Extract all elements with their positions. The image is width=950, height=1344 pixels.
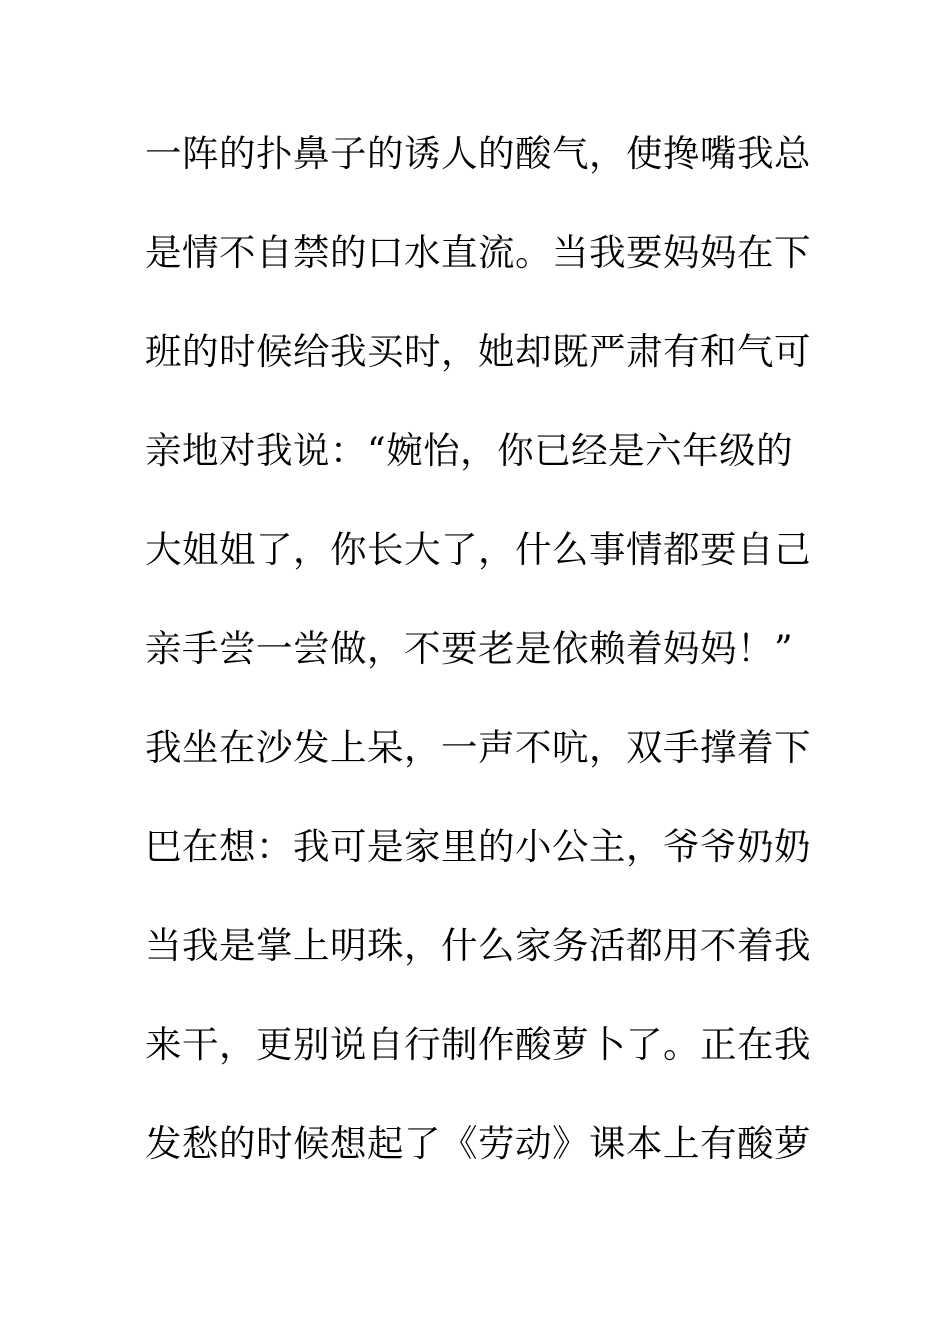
text-line: 班的时候给我买时，她却既严肃有和气可 xyxy=(145,330,811,373)
text-line: 来干，更别说自行制作酸萝卜了。正在我 xyxy=(145,1023,811,1066)
text-line: 亲地对我说：“婉怡，你已经是六年级的 xyxy=(145,429,794,472)
text-line: 大姐姐了，你长大了，什么事情都要自己 xyxy=(145,528,811,571)
text-line: 亲手尝一尝做，不要老是依赖着妈妈！” xyxy=(145,627,794,670)
text-line: 当我是掌上明珠，什么家务活都用不着我 xyxy=(145,924,811,967)
body-text xyxy=(145,125,815,1214)
text-line: 一阵的扑鼻子的诱人的酸气，使搀嘴我总 xyxy=(145,132,811,175)
text-line: 是情不自禁的口水直流。当我要妈妈在下 xyxy=(145,231,811,274)
text-line: 巴在想：我可是家里的小公主，爷爷奶奶 xyxy=(145,825,811,868)
text-line: 我坐在沙发上呆，一声不吭，双手撑着下 xyxy=(145,726,811,769)
text-line: 发愁的时候想起了《劳动》课本上有酸萝 xyxy=(145,1122,811,1165)
